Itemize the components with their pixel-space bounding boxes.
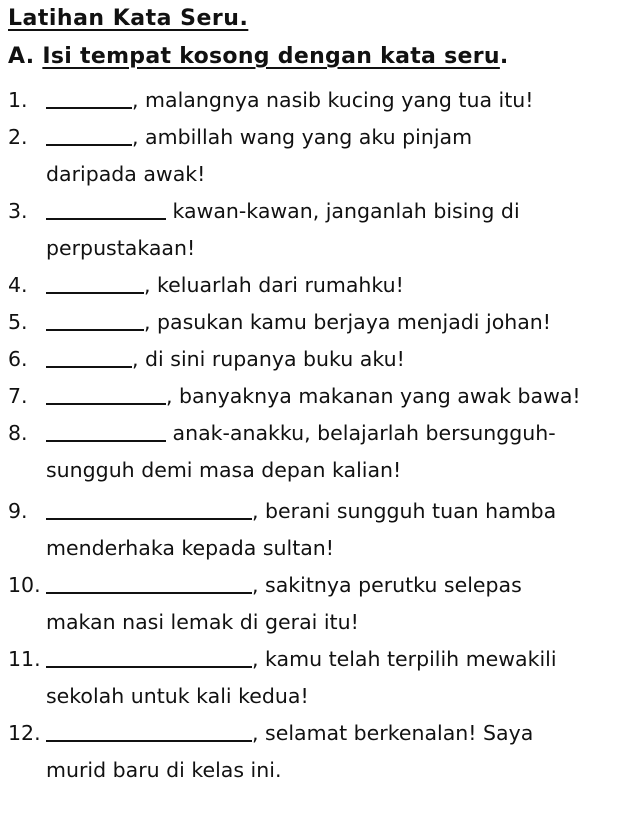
question-number: 3. <box>8 199 28 223</box>
answer-blank[interactable] <box>46 718 252 742</box>
question-number: 2. <box>8 125 28 149</box>
question-11 <box>8 641 557 715</box>
question-number: 7. <box>8 384 28 408</box>
instruction-text: Isi tempat kosong dengan kata seru <box>42 44 500 69</box>
question-text: , banyaknya makanan yang awak bawa! <box>166 384 581 408</box>
question-number: 1. <box>8 88 28 112</box>
question-number: 11. <box>8 647 41 671</box>
answer-blank[interactable] <box>46 496 252 520</box>
question-8 <box>8 415 556 489</box>
question-text: , keluarlah dari rumahku! <box>144 273 404 297</box>
question-text: kawan-kawan, janganlah bising di <box>166 199 520 223</box>
question-text-continued: sekolah untuk kali kedua! <box>46 684 309 708</box>
instruction-end: . <box>499 44 509 69</box>
answer-blank[interactable] <box>46 381 166 405</box>
question-number: 4. <box>8 273 28 297</box>
instruction-prefix: A. <box>8 44 43 69</box>
question-text: , berani sungguh tuan hamba <box>252 499 557 523</box>
question-number: 6. <box>8 347 28 371</box>
question-number: 8. <box>8 421 28 445</box>
question-4 <box>8 267 404 304</box>
question-number: 10. <box>8 573 41 597</box>
question-7 <box>8 378 581 415</box>
question-text: , malangnya nasib kucing yang tua itu! <box>132 88 534 112</box>
question-text-continued: daripada awak! <box>46 162 206 186</box>
answer-blank[interactable] <box>46 344 132 368</box>
question-text: , kamu telah terpilih mewakili <box>252 647 557 671</box>
question-3 <box>8 193 520 267</box>
question-5 <box>8 304 551 341</box>
section-a-instruction <box>8 44 509 69</box>
question-text: , sakitnya perutku selepas <box>252 573 522 597</box>
question-10 <box>8 567 522 641</box>
answer-blank[interactable] <box>46 418 166 442</box>
question-text: , selamat berkenalan! Saya <box>252 721 534 745</box>
question-1 <box>8 82 533 119</box>
question-text-continued: makan nasi lemak di gerai itu! <box>46 610 359 634</box>
question-text-continued: sungguh demi masa depan kalian! <box>46 458 402 482</box>
answer-blank[interactable] <box>46 85 132 109</box>
question-text-continued: murid baru di kelas ini. <box>46 758 282 782</box>
answer-blank[interactable] <box>46 644 252 668</box>
answer-blank[interactable] <box>46 122 132 146</box>
question-text-continued: perpustakaan! <box>46 236 196 260</box>
answer-blank[interactable] <box>46 196 166 220</box>
question-2 <box>8 119 472 193</box>
question-text-continued: menderhaka kepada sultan! <box>46 536 335 560</box>
answer-blank[interactable] <box>46 270 144 294</box>
answer-blank[interactable] <box>46 307 144 331</box>
answer-blank[interactable] <box>46 570 252 594</box>
question-number: 9. <box>8 499 28 523</box>
question-12 <box>8 715 533 789</box>
question-9 <box>8 493 556 567</box>
question-text: , pasukan kamu berjaya menjadi johan! <box>144 310 551 334</box>
question-text: , ambillah wang yang aku pinjam <box>132 125 473 149</box>
question-number: 12. <box>8 721 41 745</box>
question-number: 5. <box>8 310 28 334</box>
question-text: anak-anakku, belajarlah bersungguh- <box>166 421 556 445</box>
question-6 <box>8 341 405 378</box>
worksheet-title: Latihan Kata Seru. <box>8 6 249 31</box>
question-text: , di sini rupanya buku aku! <box>132 347 405 371</box>
